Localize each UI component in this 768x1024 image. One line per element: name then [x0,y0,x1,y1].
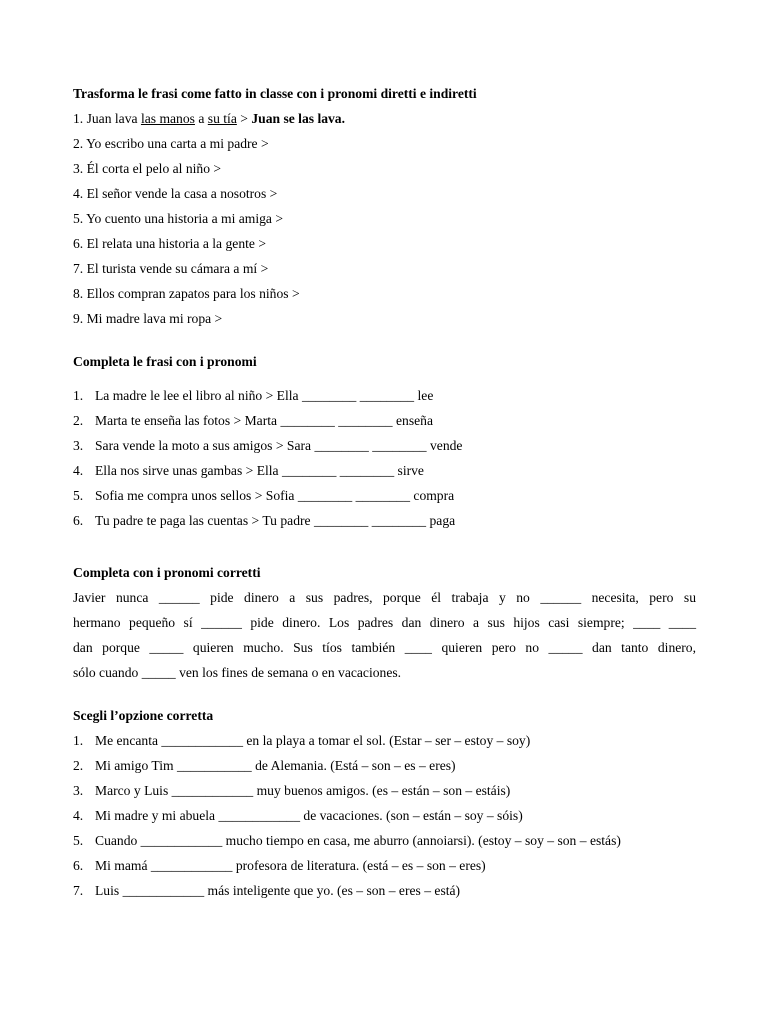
list-item: 2. Mi amigo Tim ___________ de Alemania. (Está – son – es – eres) [73,758,456,773]
list-item: 4. Mi madre y mi abuela ____________ de vacaciones. (son – están – soy – sóis) [73,808,523,823]
underlined-object: las manos [140,111,195,126]
underlined-indirect: su tía [207,111,237,126]
list-item: 8. Ellos compran zapatos para los niños > [73,286,300,301]
section-1-example: 1. Juan lava las manos a su tía > Juan se las lava. [73,111,346,126]
list-item: 3. Sara vende la moto a sus amigos > Sara ________ ________ vende [73,438,463,453]
list-item: 2. Marta te enseña las fotos > Marta ________ ________ enseña [73,413,433,428]
list-item: 4. Ella nos sirve unas gambas > Ella ________ ________ sirve [73,463,424,478]
section-4-title: Scegli l’opzione corretta [73,708,214,723]
section-3-title: Completa con i pronomi corretti [73,565,261,580]
list-item: 5. Yo cuento una historia a mi amiga > [73,211,284,226]
paragraph-line: sólo cuando _____ ven los fines de semana o en vacaciones. [73,665,402,680]
list-item: 3. Él corta el pelo al niño > [73,161,222,176]
paragraph-line: Javier nunca ______ pide dinero a sus padres, porque él trabaja y no ______ necesita, pero su [73,590,696,605]
list-item: 5. Cuando ____________ mucho tiempo en casa, me aburro (annoiarsi). (estoy – soy – son – estás) [73,833,621,848]
list-item: 6. El relata una historia a la gente > [73,236,266,251]
section-1-title: Trasforma le frasi come fatto in classe con i pronomi diretti e indiretti [73,86,477,101]
list-item: 3. Marco y Luis ____________ muy buenos amigos. (es – están – son – estáis) [73,783,511,798]
paragraph-line: hermano pequeño sí ______ pide dinero. Los padres dan dinero a sus hijos casi siempre; ____ ____ [73,615,696,630]
list-item: 1. La madre le lee el libro al niño > Ella ________ ________ lee [73,388,434,403]
list-item: 1. Me encanta ____________ en la playa a tomar el sol. (Estar – ser – estoy – soy) [73,733,531,748]
paragraph-line: dan porque _____ quieren mucho. Sus tíos también ____ quieren pero no _____ dan tanto dinero, [73,640,696,655]
list-item: 4. El señor vende la casa a nosotros > [73,186,278,201]
list-item: 2. Yo escribo una carta a mi padre > [73,136,269,151]
list-item: 9. Mi madre lava mi ropa > [73,311,223,326]
example-answer: Juan se las lava. [251,111,346,126]
list-item: 7. Luis ____________ más inteligente que yo. (es – son – eres – está) [73,883,461,898]
section-2-title: Completa le frasi con i pronomi [73,354,257,369]
list-item: 6. Mi mamá ____________ profesora de literatura. (está – es – son – eres) [73,858,486,873]
list-item: 6. Tu padre te paga las cuentas > Tu padre ________ ________ paga [73,513,456,528]
list-item: 5. Sofia me compra unos sellos > Sofia ________ ________ compra [73,488,455,503]
list-item: 7. El turista vende su cámara a mí > [73,261,269,276]
